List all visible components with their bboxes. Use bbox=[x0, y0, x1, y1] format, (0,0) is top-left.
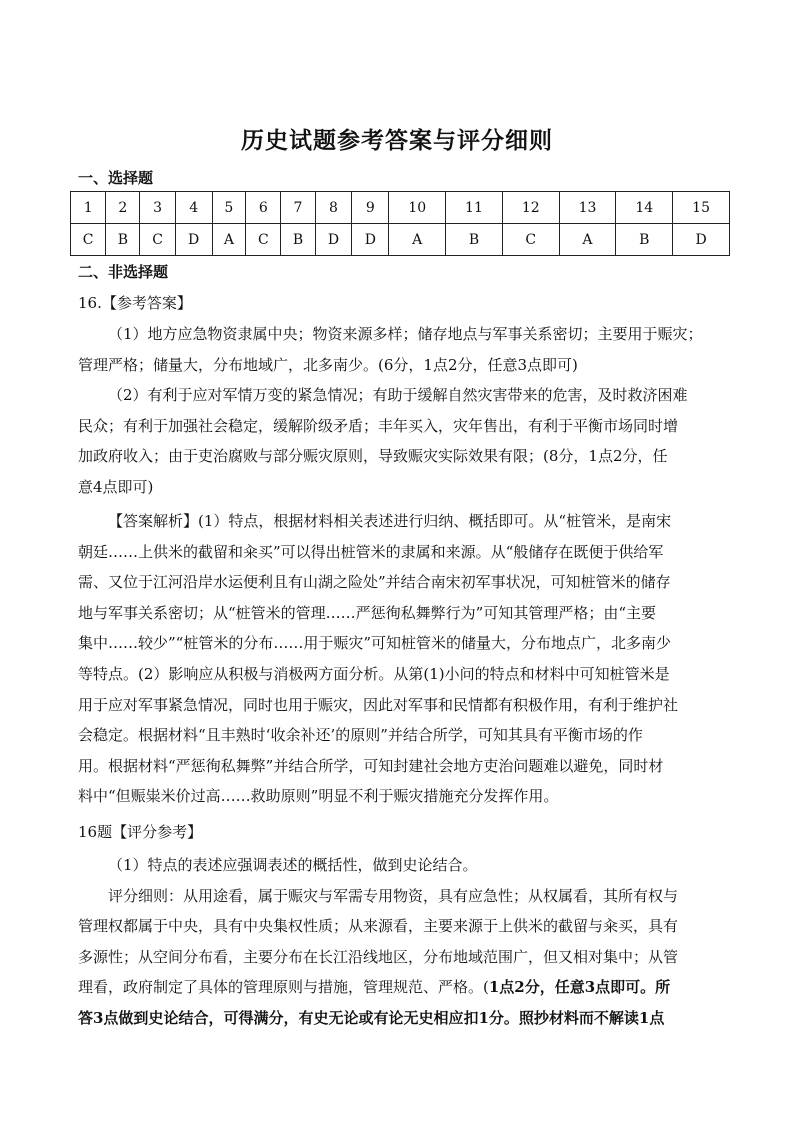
q16-answer-header bbox=[78, 288, 724, 319]
question-number-cell: 14 bbox=[616, 192, 673, 224]
scoring-line: （1）特点的表述应强调表述的概括性，做到史论结合。 bbox=[108, 856, 478, 874]
question-number-cell: 11 bbox=[446, 192, 503, 224]
answer-table bbox=[70, 191, 730, 256]
scoring-line-bold: 1点2分，任意3点即可。所 bbox=[488, 978, 671, 997]
answer-line: 意4点即可) bbox=[78, 477, 154, 496]
question-number-cell: 6 bbox=[246, 192, 281, 224]
page-title: 历史试题参考答案与评分细则 bbox=[241, 127, 553, 154]
question-number-cell: 5 bbox=[212, 192, 246, 224]
question-number-cell: 2 bbox=[106, 192, 140, 224]
q16-analysis-block bbox=[78, 506, 724, 812]
question-number-cell: 7 bbox=[281, 192, 315, 224]
answer-line: 民众；有利于加强社会稳定，缓解阶级矛盾；丰年买入，灾年售出，有利于平衡市场同时增 bbox=[78, 416, 679, 435]
q16-answer-header-text: 16.【参考答案】 bbox=[78, 294, 192, 312]
answer-cell: B bbox=[106, 224, 140, 256]
q16-scoring-header-text: 16题【评分参考】 bbox=[78, 823, 203, 841]
scoring-line-normal: 理看，政府制定了具体的管理原则与措施，管理规范、严格。( bbox=[78, 978, 489, 997]
analysis-line: 会稳定。根据材料“且丰熟时‘收余补还’的原则”并结合所学，可知其具有平衡市场的作 bbox=[78, 726, 643, 745]
question-number-cell: 3 bbox=[140, 192, 175, 224]
question-number-cell: 1 bbox=[71, 192, 106, 224]
q16-scoring-block bbox=[78, 850, 724, 1034]
scoring-line: 管理权都属于中央，具有中央集权性质；从来源看，主要来源于上供米的截留与籴买，具有 bbox=[78, 917, 679, 936]
section-heading-choice: 一、选择题 bbox=[78, 169, 154, 187]
analysis-line: 等特点。(2）影响应从积极与消极两方面分析。从第(1)小问的特点和材料中可知桩管米是 bbox=[78, 664, 670, 683]
q16-answer-block bbox=[78, 319, 724, 503]
analysis-line: 需、又位于江河沿岸水运便利且有山湖之险处”并结合南宋初军事状况，可知桩管米的储存 bbox=[78, 573, 671, 592]
section-heading-non-choice: 二、非选择题 bbox=[78, 263, 169, 281]
answer-cell: B bbox=[281, 224, 315, 256]
question-number-cell: 12 bbox=[502, 192, 559, 224]
question-number-cell: 4 bbox=[175, 192, 212, 224]
analysis-line: 【答案解析】(1）特点，根据材料相关表述进行归纳、概括即可。从“桩管米，是南宋 bbox=[108, 512, 672, 530]
answer-cell: B bbox=[616, 224, 673, 256]
answer-cell: A bbox=[212, 224, 246, 256]
answer-cell: D bbox=[352, 224, 389, 256]
question-number-cell: 13 bbox=[559, 192, 616, 224]
scoring-line: 多源性；从空间分布看，主要分布在长江沿线地区，分布地域范围广，但又相对集中；从管 bbox=[78, 947, 679, 966]
analysis-line: 用。根据材料“严惩徇私舞弊”并结合所学，可知封建社会地方吏治问题难以避免，同时材 bbox=[78, 756, 664, 775]
analysis-line: 朝廷……上供米的截留和籴买”可以得出桩管米的隶属和来源。从“般储存在既便于供给军 bbox=[78, 542, 664, 561]
answer-cell: B bbox=[446, 224, 503, 256]
answer-table-answer-row bbox=[71, 224, 730, 256]
q16-scoring-header bbox=[78, 817, 724, 848]
answer-line: 管理严格；储量大，分布地域广，北多南少。(6分，1点2分，任意3点即可) bbox=[78, 355, 578, 374]
answer-cell: D bbox=[673, 224, 730, 256]
analysis-line: 料中“但赈粜米价过高……救助原则”明显不利于赈灾措施充分发挥作用。 bbox=[78, 787, 559, 806]
answer-line: （2）有利于应对军情万变的紧急情况；有助于缓解自然灾害带来的危害，及时救济困难 bbox=[108, 386, 688, 405]
answer-cell: C bbox=[246, 224, 281, 256]
analysis-line: 集中……较少”“桩管米的分布……用于赈灾”可知桩管米的储量大，分布地点广，北多南少 bbox=[78, 634, 672, 653]
scoring-line-bold: 答3点做到史论结合，可得满分，有史无论或有论无史相应扣1分。照抄材料而不解读1点 bbox=[78, 1008, 665, 1027]
answer-cell: C bbox=[71, 224, 106, 256]
answer-cell: D bbox=[175, 224, 212, 256]
answer-cell: D bbox=[315, 224, 352, 256]
scoring-line: 评分细则：从用途看，属于赈灾与军需专用物资，具有应急性；从权属看，其所有权与 bbox=[108, 886, 679, 905]
answer-cell: A bbox=[559, 224, 616, 256]
question-number-cell: 8 bbox=[315, 192, 352, 224]
answer-line: 加政府收入；由于吏治腐败与部分赈灾原则，导致赈灾实际效果有限；(8分，1点2分，任 bbox=[78, 447, 668, 466]
answer-cell: C bbox=[502, 224, 559, 256]
scoring-line-mixed bbox=[78, 972, 724, 1003]
question-number-cell: 15 bbox=[673, 192, 730, 224]
answer-table-number-row bbox=[71, 192, 730, 224]
analysis-line: 用于应对军事紧急情况，同时也用于赈灾，因此对军事和民情都有积极作用，有利于维护社 bbox=[78, 695, 679, 714]
answer-line: （1）地方应急物资隶属中央；物资来源多样；储存地点与军事关系密切；主要用于赈灾； bbox=[108, 325, 703, 343]
answer-cell: A bbox=[389, 224, 446, 256]
question-number-cell: 9 bbox=[352, 192, 389, 224]
question-number-cell: 10 bbox=[389, 192, 446, 224]
analysis-line: 地与军事关系密切；从“桩管米的管理……严惩徇私舞弊行为”可知其管理严格；由“主要 bbox=[78, 603, 657, 622]
answer-cell: C bbox=[140, 224, 175, 256]
